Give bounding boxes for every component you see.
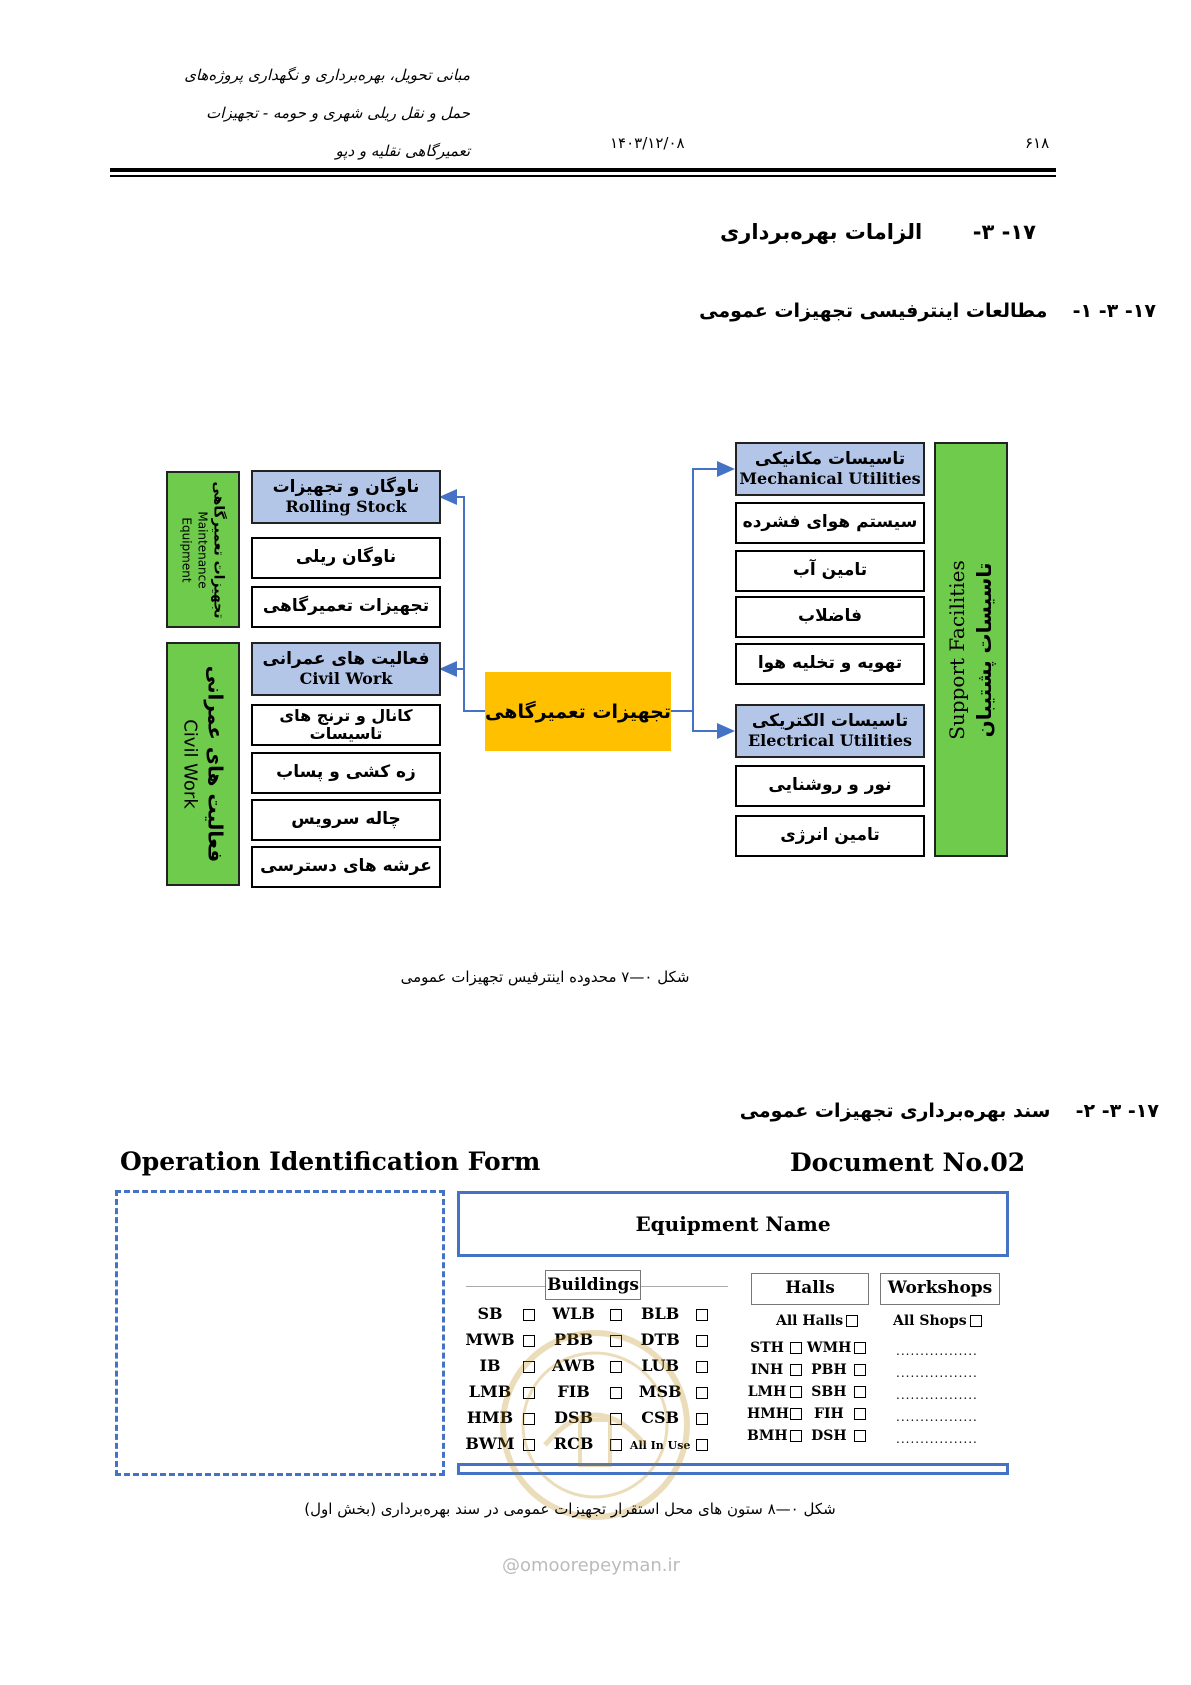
- header-rule-thick: [110, 168, 1056, 172]
- connector-to-mechanical: [671, 469, 733, 711]
- mechanical-item: تامین آب: [735, 550, 925, 592]
- equipment-name-box: [457, 1191, 1009, 1257]
- mechanical-utilities-header: [735, 442, 925, 496]
- electrical-fa: تاسیسات الکتریکی: [751, 711, 909, 732]
- halls-row: HMH FIH: [747, 1406, 866, 1422]
- figure-2-caption: شکل ۰—۸ ستون های محل استقرار تجهیزات عمومی در سند بهره‌برداری (بخش اول): [304, 1500, 836, 1518]
- support-facilities-side-label: [934, 442, 1008, 857]
- halls-row: INH PBH: [747, 1362, 866, 1378]
- buildings-label: Buildings: [545, 1270, 641, 1300]
- buildings-row: SB WLB BLB: [460, 1304, 708, 1323]
- form-title: Operation Identification Form: [120, 1147, 541, 1176]
- electrical-en: Electrical Utilities: [747, 730, 913, 750]
- header-line-1: مبانی تحویل، بهره‌برداری و نگهداری پروژه‌های: [184, 66, 470, 84]
- workshop-blank-line[interactable]: .................: [896, 1344, 978, 1358]
- civil-work-side-label: [166, 642, 240, 886]
- rolling-stock-en: Rolling Stock: [285, 496, 407, 516]
- electrical-item: نور و روشنایی: [735, 765, 925, 807]
- workshop-blank-line[interactable]: .................: [896, 1388, 978, 1402]
- connector-to-electrical: [693, 711, 733, 731]
- checkbox[interactable]: [790, 1386, 802, 1398]
- mechanical-item: تهویه و تخلیه هوا: [735, 643, 925, 685]
- page-number: ۶۱۸: [1025, 134, 1050, 152]
- subsection-1-title: مطالعات اینترفیسی تجهیزات عمومی: [699, 300, 1048, 322]
- figure-1-caption: شکل ۰—۷ محدوده اینترفیس تجهیزات عمومی: [400, 968, 690, 986]
- subsection-1-heading: [699, 300, 1156, 322]
- rolling-stock-fa: ناوگان و تجهیزات: [272, 477, 420, 498]
- header-line-3: تعمیرگاهی نقلیه و دپو: [335, 142, 470, 160]
- checkbox[interactable]: [790, 1430, 802, 1442]
- buildings-row: MWB PBB DTB: [460, 1330, 708, 1349]
- civil-work-item: زه کشی و پساب: [251, 752, 441, 794]
- buildings-row: HMB DSB CSB: [460, 1408, 708, 1427]
- checkbox[interactable]: [610, 1309, 622, 1321]
- checkbox[interactable]: [790, 1364, 802, 1376]
- watermark-text: @omoorepeyman.ir: [502, 1555, 680, 1576]
- buildings-row: IB AWB LUB: [460, 1356, 708, 1375]
- checkbox[interactable]: [696, 1309, 708, 1321]
- equipment-name-label: Equipment Name: [635, 1212, 831, 1236]
- center-maintenance-equipment: تجهیزات تعمیرگاهی: [485, 672, 671, 751]
- header-date: ۱۴۰۳/۱۲/۰۸: [610, 134, 685, 152]
- support-side-fa: تاسیسات پشتیبان: [972, 562, 996, 737]
- checkbox[interactable]: [854, 1386, 866, 1398]
- halls-label: Halls: [751, 1273, 869, 1305]
- checkbox[interactable]: [854, 1342, 866, 1354]
- workshop-blank-line[interactable]: .................: [896, 1366, 978, 1380]
- civil-work-item: عرشه های دسترسی: [251, 846, 441, 888]
- buildings-row: BWM RCB All In Use: [460, 1434, 708, 1453]
- checkbox[interactable]: [790, 1408, 802, 1420]
- section-title: الزامات بهره‌برداری: [720, 220, 923, 244]
- checkbox[interactable]: [854, 1364, 866, 1376]
- form-image-placeholder: [115, 1190, 445, 1476]
- checkbox[interactable]: [846, 1315, 858, 1327]
- rolling-stock-item: ناوگان ریلی: [251, 537, 441, 579]
- watermark-seal-icon: [485, 1325, 705, 1525]
- checkbox[interactable]: [970, 1315, 982, 1327]
- watermark-at-icon: @: [502, 1555, 520, 1576]
- mechanical-item: فاضلاب: [735, 596, 925, 638]
- workshop-blank-line[interactable]: .................: [896, 1410, 978, 1424]
- section-heading: [720, 220, 1036, 244]
- civil-work-item: کانال و ترنج های تاسیسات: [251, 704, 441, 746]
- workshop-blank-line[interactable]: .................: [896, 1432, 978, 1446]
- support-side-en: Support Facilities: [945, 559, 969, 740]
- maintenance-equipment-side-label: [166, 471, 240, 628]
- all-shops-label: All Shops: [893, 1313, 967, 1329]
- subsection-2-title: سند بهره‌برداری تجهیزات عمومی: [739, 1100, 1051, 1122]
- mechanical-fa: تاسیسات مکانیکی: [754, 449, 906, 470]
- mechanical-item: سیستم هوای فشرده: [735, 502, 925, 544]
- halls-row: STH WMH: [747, 1340, 866, 1356]
- maintenance-side-en-2: Equipment: [179, 516, 194, 583]
- civil-side-fa: فعالیت های عمرانی: [203, 665, 228, 863]
- all-halls-row: [776, 1313, 858, 1329]
- rolling-stock-header: [251, 470, 441, 524]
- connector-to-rolling-stock: [441, 497, 485, 711]
- halls-row: LMH SBH: [747, 1384, 866, 1400]
- checkbox[interactable]: [790, 1342, 802, 1354]
- maintenance-side-fa: تجهیزات تعمیرگاهی: [210, 481, 227, 618]
- maintenance-side-en-1: Maintenance: [195, 510, 210, 589]
- halls-row: BMH DSH: [747, 1428, 866, 1444]
- buildings-row: LMB FIB MSB: [460, 1382, 708, 1401]
- document-number: Document No.02: [790, 1148, 1026, 1177]
- civil-work-header: [251, 642, 441, 696]
- mechanical-en: Mechanical Utilities: [739, 468, 921, 488]
- civil-work-item: چاله سرویس: [251, 799, 441, 841]
- all-halls-label: All Halls: [776, 1313, 844, 1329]
- civil-work-fa: فعالیت های عمرانی: [262, 649, 430, 670]
- subsection-1-number: ۱۷- ۳- ۱-: [1072, 300, 1156, 322]
- workshops-label: Workshops: [880, 1273, 1000, 1305]
- section-number: ۱۷- ۳-: [972, 220, 1036, 244]
- civil-work-en: Civil Work: [299, 668, 393, 688]
- electrical-utilities-header: [735, 704, 925, 758]
- header-line-2: حمل و نقل ریلی شهری و حومه - تجهیزات: [206, 104, 470, 122]
- header-rule-thin: [110, 175, 1056, 177]
- electrical-item: تامین انرژی: [735, 815, 925, 857]
- checkbox[interactable]: [854, 1430, 866, 1442]
- checkbox[interactable]: [523, 1309, 535, 1321]
- subsection-2-number: ۱۷- ۳- ۲-: [1075, 1100, 1159, 1122]
- rolling-stock-item: تجهیزات تعمیرگاهی: [251, 586, 441, 628]
- civil-side-en: Civil Work: [179, 719, 201, 809]
- subsection-2-heading: [740, 1100, 1159, 1122]
- checkbox[interactable]: [854, 1408, 866, 1420]
- all-shops-row: [893, 1313, 982, 1329]
